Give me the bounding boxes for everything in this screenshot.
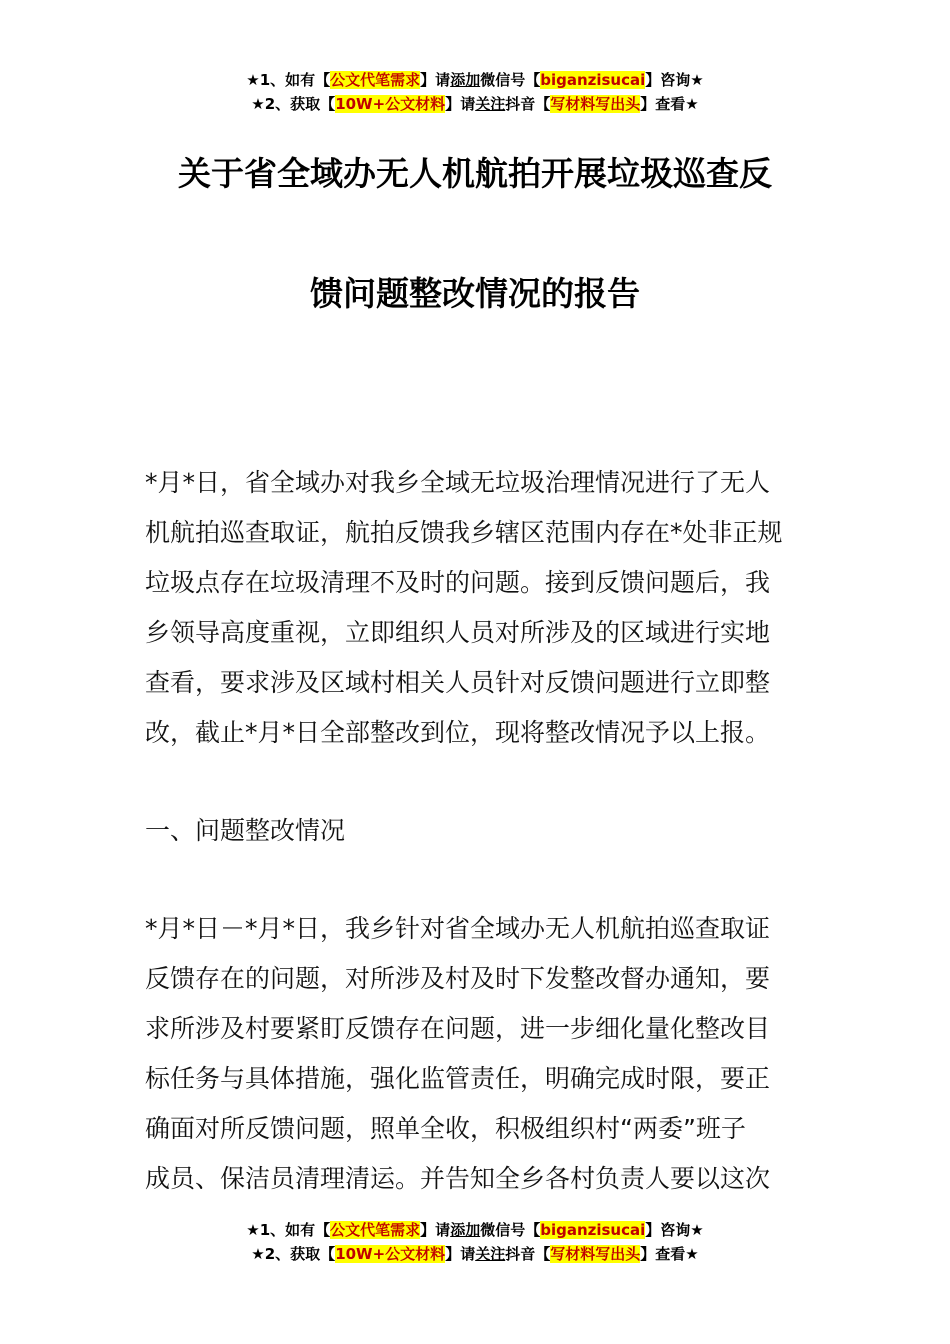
banner-wechat-id: biganzisucai xyxy=(540,1221,646,1239)
banner-highlight: 公文代笔需求 xyxy=(330,1221,421,1239)
paragraph-line: 乡领导高度重视，立即组织人员对所涉及的区域进行实地 xyxy=(145,618,771,647)
paragraph-line: 机航拍巡查取证，航拍反馈我乡辖区范围内存在*处非正规 xyxy=(145,518,783,547)
banner-text: 】咨询★ xyxy=(645,1221,704,1239)
paragraph-line: 求所涉及村要紧盯反馈存在问题，进一步细化量化整改目 xyxy=(145,1014,771,1043)
paragraph-intro xyxy=(145,458,815,758)
banner-text: 抖音【 xyxy=(505,1245,551,1263)
banner-text: 】咨询★ xyxy=(645,71,704,89)
banner-highlight: 10W+公文材料 xyxy=(335,1245,446,1263)
banner-text: 】查看★ xyxy=(640,1245,699,1263)
section-heading-1: 一、问题整改情况 xyxy=(145,816,346,845)
banner-text: ★2、获取【 xyxy=(251,95,336,113)
document-title-line-1: 关于省全域办无人机航拍开展垃圾巡查反 xyxy=(178,154,772,193)
paragraph-section-1 xyxy=(145,904,815,1204)
banner-underline: 关注 xyxy=(475,95,506,113)
banner-text: ★1、如有【 xyxy=(246,1221,331,1239)
paragraph-line: 改，截止*月*日全部整改到位，现将整改情况予以上报。 xyxy=(145,718,771,747)
paragraph-line: 垃圾点存在垃圾清理不及时的问题。接到反馈问题后，我 xyxy=(145,568,771,597)
banner-text: 抖音【 xyxy=(505,95,551,113)
paragraph-line: 查看，要求涉及区域村相关人员针对反馈问题进行立即整 xyxy=(145,668,771,697)
paragraph-line: 反馈存在的问题，对所涉及村及时下发整改督办通知，要 xyxy=(145,964,771,993)
banner-text: 】请 xyxy=(420,71,451,89)
banner-underline: 添加 xyxy=(450,71,481,89)
banner-line-2 xyxy=(0,92,950,116)
paragraph-line: *月*日－*月*日，我乡针对省全域办无人机航拍巡查取证 xyxy=(145,914,771,943)
banner-highlight: 公文代笔需求 xyxy=(330,71,421,89)
header-banner xyxy=(0,68,950,116)
banner-text: 】请 xyxy=(445,1245,476,1263)
paragraph-line: 成员、保洁员清理清运。并告知全乡各村负责人要以这次 xyxy=(145,1164,771,1193)
banner-line-1 xyxy=(0,68,950,92)
banner-text: 】查看★ xyxy=(640,95,699,113)
banner-text: 微信号【 xyxy=(480,1221,541,1239)
banner-douyin-id: 写材料写出头 xyxy=(550,1245,641,1263)
banner-line-1 xyxy=(0,1218,950,1242)
footer-banner xyxy=(0,1218,950,1266)
banner-text: ★1、如有【 xyxy=(246,71,331,89)
banner-underline: 关注 xyxy=(475,1245,506,1263)
banner-line-2 xyxy=(0,1242,950,1266)
banner-highlight: 10W+公文材料 xyxy=(335,95,446,113)
paragraph-line: 标任务与具体措施，强化监管责任，明确完成时限，要正 xyxy=(145,1064,771,1093)
banner-text: 】请 xyxy=(445,95,476,113)
banner-underline: 添加 xyxy=(450,1221,481,1239)
paragraph-line: 确面对所反馈问题，照单全收，积极组织村“两委”班子 xyxy=(145,1114,746,1143)
banner-wechat-id: biganzisucai xyxy=(540,71,646,89)
banner-text: ★2、获取【 xyxy=(251,1245,336,1263)
banner-text: 】请 xyxy=(420,1221,451,1239)
document-title-line-2: 馈问题整改情况的报告 xyxy=(310,274,640,313)
banner-douyin-id: 写材料写出头 xyxy=(550,95,641,113)
banner-text: 微信号【 xyxy=(480,71,541,89)
paragraph-line: *月*日，省全域办对我乡全域无垃圾治理情况进行了无人 xyxy=(145,468,771,497)
